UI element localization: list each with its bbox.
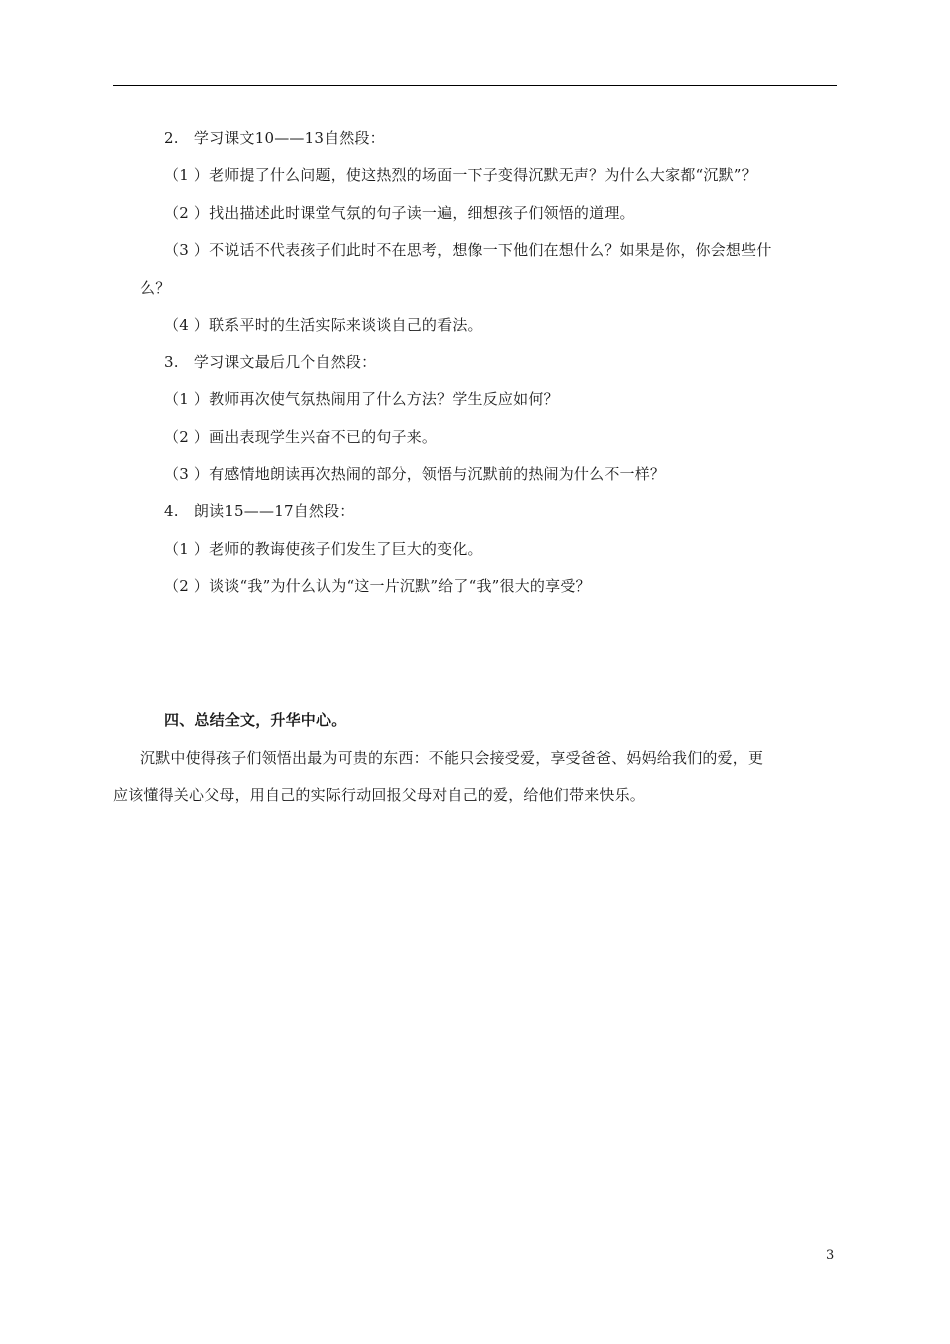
header-rule xyxy=(113,85,837,86)
question-item: （3 ）不说话不代表孩子们此时不在思考，想像一下他们在想什么？如果是你，你会想些什 xyxy=(164,241,772,259)
section-2-heading: 2. 学习课文10——13自然段： xyxy=(164,129,385,147)
question-item: （2 ）找出描述此时课堂气氛的句子读一遍，细想孩子们领悟的道理。 xyxy=(164,204,635,222)
question-item: （4 ）联系平时的生活实际来谈谈自己的看法。 xyxy=(164,316,483,334)
summary-heading: 四、总结全文，升华中心。 xyxy=(164,711,347,729)
summary-paragraph-line: 应该懂得关心父母，用自己的实际行动回报父母对自己的爱，给他们带来快乐。 xyxy=(113,786,646,804)
question-item: （2 ）谈谈“我”为什么认为“这一片沉默”给了“我”很大的享受？ xyxy=(164,577,591,595)
question-item: （1 ）老师提了什么问题，使这热烈的场面一下子变得沉默无声？为什么大家都“沉默”？ xyxy=(164,166,757,184)
summary-paragraph-line: 沉默中使得孩子们领悟出最为可贵的东西：不能只会接受爱，享受爸爸、妈妈给我们的爱，更 xyxy=(140,749,764,767)
question-item-continuation: 么？ xyxy=(140,279,171,297)
question-item: （2 ）画出表现学生兴奋不已的句子来。 xyxy=(164,428,438,446)
page-number: 3 xyxy=(826,1248,835,1263)
section-4-heading: 4. 朗读15——17自然段： xyxy=(164,502,355,520)
section-3-heading: 3. 学习课文最后几个自然段： xyxy=(164,353,377,371)
question-item: （1 ）教师再次使气氛热闹用了什么方法？学生反应如何？ xyxy=(164,390,559,408)
question-item: （1 ）老师的教诲使孩子们发生了巨大的变化。 xyxy=(164,540,483,558)
question-item: （3 ）有感情地朗读再次热闹的部分，领悟与沉默前的热闹为什么不一样？ xyxy=(164,465,666,483)
